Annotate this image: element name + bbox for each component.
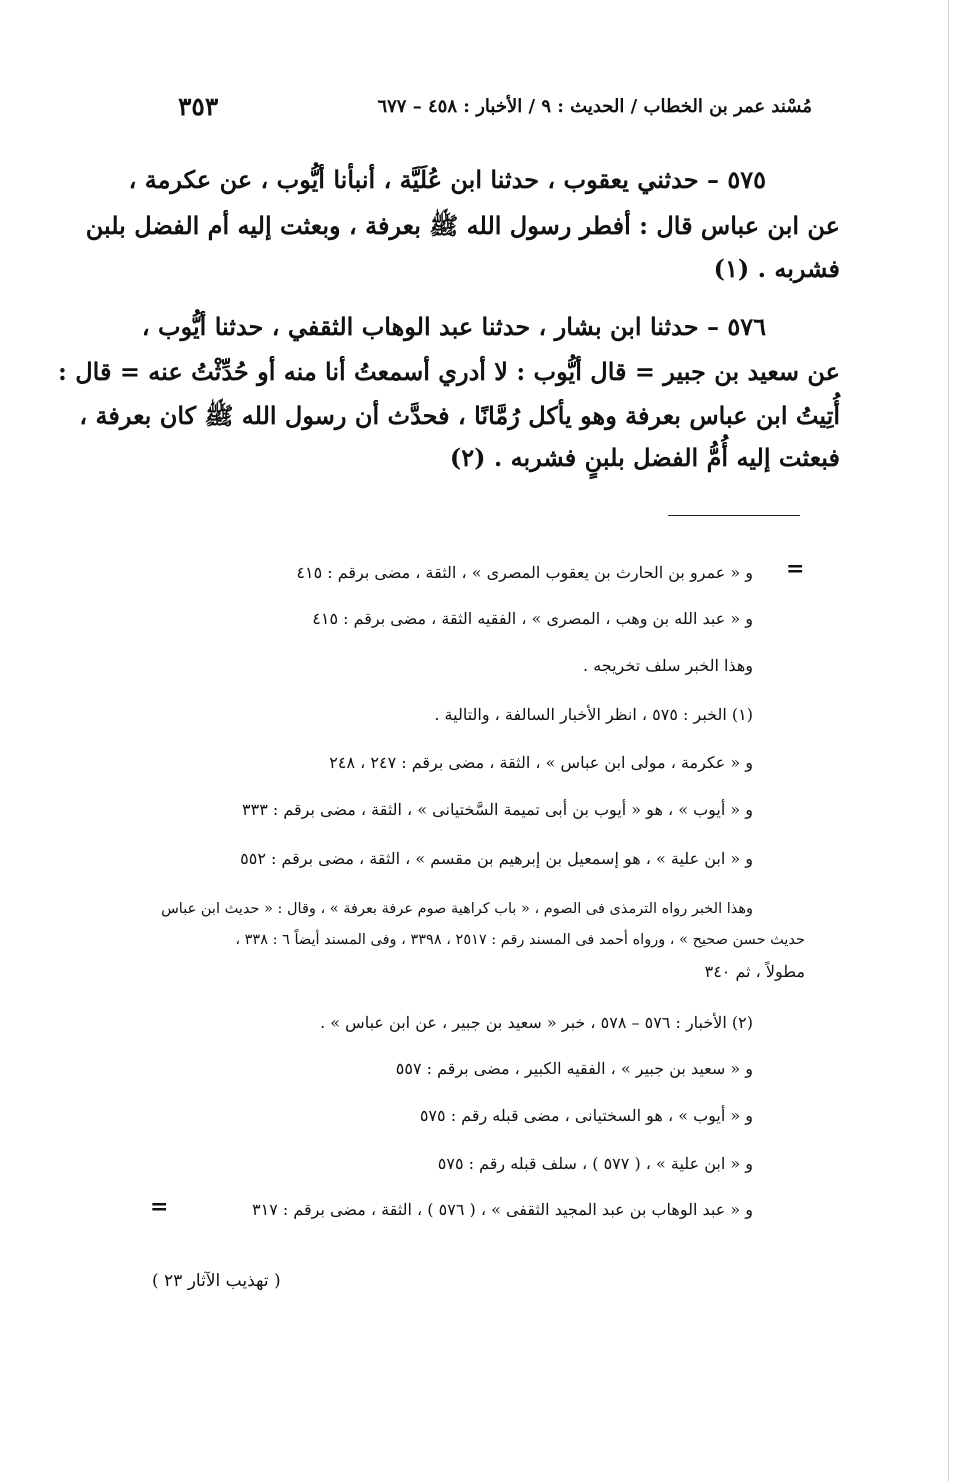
hadith-575-line-3: فشربه . (١) (713, 254, 840, 283)
hadith-576-line-2: عن سعيد بن جبير = قال أيُّوب : لا أدري أسمعتُ أنا منه أو حُدِّثْتُ عنه = قال : (58, 357, 840, 386)
footnote-2-line-1: (٢) الأخبار : ٥٧٦ – ٥٧٨ ، خبر « سعيد بن جبير ، عن ابن عباس » . (320, 1013, 753, 1032)
signature-mark: ( تهذيب الآثار ٢٣ ) (152, 1271, 281, 1291)
footnote-continued-line-3: وهذا الخبر سلف تخريجه . (583, 656, 753, 675)
hadith-575-line-2: عن ابن عباس قال : أفطر رسول الله ﷺ بعرفة ، وبعثت إليه أم الفضل بلبن (85, 211, 840, 240)
footnote-1-line-1: (١) الخبر : ٥٧٥ ، انظر الأخبار السالفة ، والتالية . (434, 705, 753, 724)
continuation-mark-bottom: = (150, 1194, 169, 1220)
hadith-576-line-3: أُتِيتُ ابن عباس بعرفة وهو يأكل رُمَّانًا ، فحدَّث أن رسول الله ﷺ كان بعرفة ، (79, 401, 840, 430)
footnote-2-line-3: و « أيوب » ، هو السختيانى ، مضى قبله رقم : ٥٧٥ (419, 1106, 753, 1125)
running-header: مُسْند عمر بن الخطاب / الحديث : ٩ / الأخبار : ٤٥٨ – ٦٧٧ (377, 96, 812, 117)
footnote-separator (668, 515, 800, 516)
footnote-1-line-3: و « أيوب » ، هو « أيوب بن أبى تميمة السَّختيانى » ، الثقة ، مضى برقم : ٣٣٣ (242, 800, 753, 819)
footnote-1-line-4: و « ابن علية » ، هو إسمعيل بن إبرهيم بن مقسم » ، الثقة ، مضى برقم : ٥٥٢ (240, 849, 753, 868)
hadith-575-line-1: ٥٧٥ – حدثني يعقوب ، حدثنا ابن عُلَيَّة ، أنبأنا أيُّوب ، عن عكرمة ، (128, 165, 766, 194)
hadith-576-line-1: ٥٧٦ – حدثنا ابن بشار ، حدثنا عبد الوهاب الثقفي ، حدثنا أيُّوب ، (141, 312, 766, 341)
footnote-1-line-2: و « عكرمة ، مولى ابن عباس » ، الثقة ، مضى برقم : ٢٤٧ ، ٢٤٨ (329, 753, 753, 772)
footnote-continued-line-1: و « عمرو بن الحارث بن يعقوب المصرى » ، الثقة ، مضى برقم : ٤١٥ (296, 563, 753, 582)
footnote-1-line-6: حديث حسن صحيح » ، ورواه أحمد فى المسند رقم : ٢٥١٧ ، ٣٣٩٨ ، وفى المسند أيضاً ٦ : ٣٣٨ ، (235, 932, 805, 948)
footnote-2-line-5: و « عبد الوهاب بن عبد المجيد الثقفى » ، ( ٥٧٦ ) ، الثقة ، مضى برقم : ٣١٧ (252, 1200, 753, 1219)
footnote-continued-line-2: و « عبد الله بن وهب ، المصرى » ، الفقيه الثقة ، مضى برقم : ٤١٥ (312, 609, 753, 628)
page-edge-shadow (948, 0, 949, 1481)
footnote-1-line-5: وهذا الخبر رواه الترمذى فى الصوم ، « باب كراهية صوم عرفة بعرفة » ، وقال : « حديث ابن عباس (161, 901, 753, 917)
footnote-1-line-7: مطولاً ، ثم ٣٤٠ (704, 962, 805, 981)
footnote-2-line-2: و « سعيد بن جبير » ، الفقيه الكبير ، مضى برقم : ٥٥٧ (395, 1059, 753, 1078)
continuation-mark-top: = (786, 556, 805, 582)
page-number: ٣٥٣ (178, 92, 219, 121)
footnote-2-line-4: و « ابن علية » ، ( ٥٧٧ ) ، سلف قبله رقم : ٥٧٥ (437, 1154, 753, 1173)
hadith-576-line-4: فبعثت إليه أُمُّ الفضل بلبنٍ فشربه . (٢) (449, 443, 840, 472)
